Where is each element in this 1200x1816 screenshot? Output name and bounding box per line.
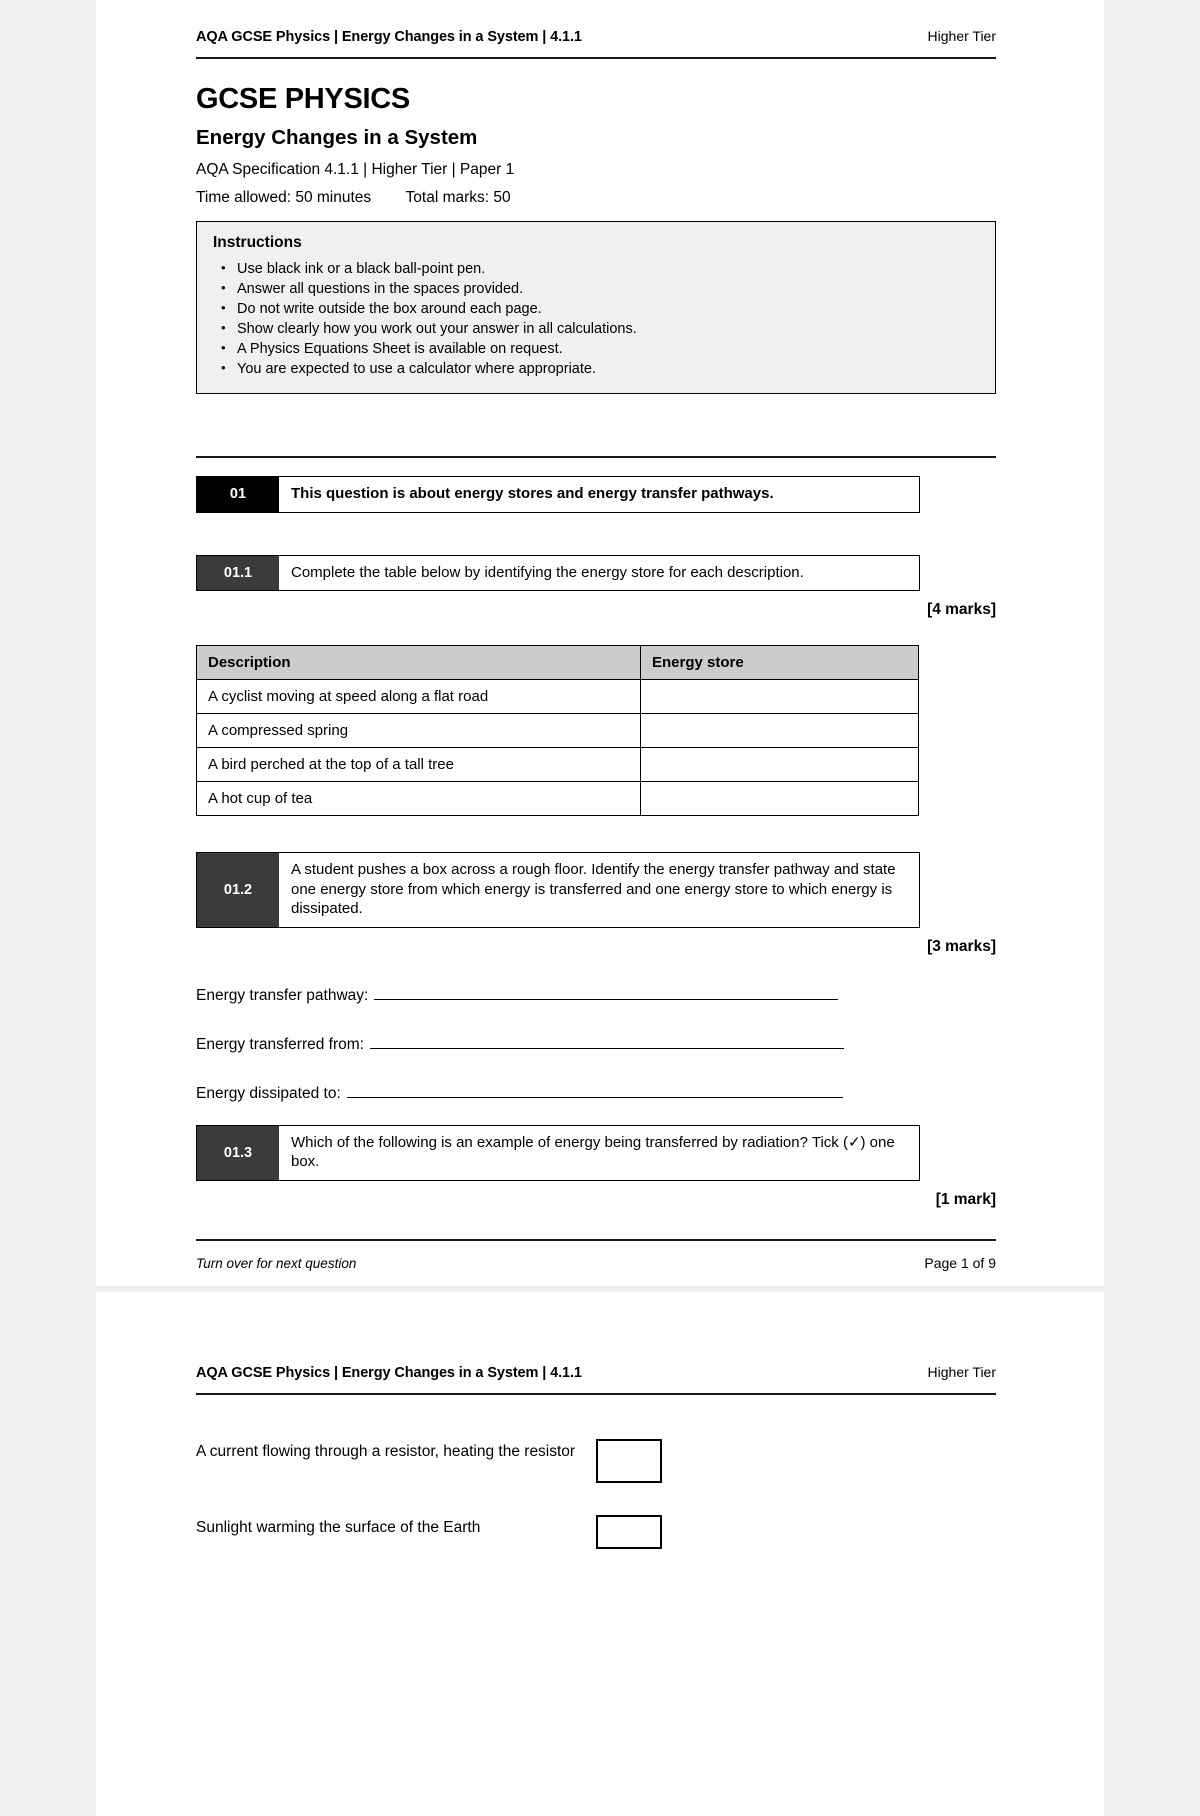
question-01-1-text: Complete the table below by identifying the energy store for each description. — [291, 563, 804, 581]
table-cell-description: A hot cup of tea — [197, 782, 641, 816]
running-header-tier: Higher Tier — [927, 28, 996, 44]
question-01-2-number: 01.2 — [197, 853, 279, 927]
table-row — [197, 680, 919, 714]
time-allowed: Time allowed: 50 minutes — [196, 189, 372, 206]
page-title: GCSE PHYSICS — [196, 83, 410, 115]
answer-label: Energy dissipated to: — [196, 1084, 341, 1102]
time-and-marks-line — [196, 189, 996, 207]
question-01-1-number: 01.1 — [197, 556, 279, 591]
running-header-tier: Higher Tier — [927, 1364, 996, 1380]
footer-note: Turn over for next question — [196, 1255, 357, 1271]
question-01-2-bar — [196, 852, 920, 928]
table-cell-answer[interactable] — [641, 782, 919, 816]
table-cell-answer[interactable] — [641, 680, 919, 714]
table-cell-description: A cyclist moving at speed along a flat road — [197, 680, 641, 714]
header-divider — [196, 57, 996, 59]
instruction-item: • Do not write outside the box around each page. — [213, 299, 979, 319]
answer-row-pathway — [196, 984, 996, 1005]
section-divider — [196, 456, 996, 458]
page-subtitle: Energy Changes in a System — [196, 126, 478, 149]
total-marks: Total marks: 50 — [405, 189, 511, 206]
running-header-title: AQA GCSE Physics | Energy Changes in a System | 4.1.1 — [196, 29, 582, 45]
running-header-title: AQA GCSE Physics | Energy Changes in a System | 4.1.1 — [196, 1365, 582, 1381]
instructions-list — [213, 259, 979, 379]
question-01-2-text: A student pushes a box across a rough floor. Identify the energy transfer pathway and state one energy store from which energy is transferred and one energy store to which energy is dissipated. — [291, 861, 896, 917]
running-header-page-2 — [196, 1292, 996, 1381]
answer-input-line[interactable] — [347, 1082, 843, 1098]
tick-box-option-list — [196, 1439, 996, 1549]
table-header-description: Description — [197, 646, 641, 680]
exam-page-2 — [96, 1292, 1104, 1816]
tick-checkbox[interactable] — [596, 1515, 662, 1549]
question-01-stem: This question is about energy stores and energy transfer pathways. — [291, 485, 774, 502]
tick-checkbox[interactable] — [596, 1439, 662, 1483]
table-header-row — [197, 646, 919, 680]
footer-page-number: Page 1 of 9 — [924, 1254, 996, 1271]
table-cell-description: A bird perched at the top of a tall tree — [197, 748, 641, 782]
instruction-item: • Show clearly how you work out your answer in all calculations. — [213, 319, 979, 339]
page-footer — [196, 1255, 996, 1281]
table-header-energy-store: Energy store — [641, 646, 919, 680]
instructions-box — [196, 221, 996, 394]
answer-label: Energy transferred from: — [196, 1035, 364, 1053]
question-01-1-marks: [4 marks] — [927, 601, 996, 618]
specification-line: AQA Specification 4.1.1 | Higher Tier | Paper 1 — [196, 161, 515, 178]
answer-input-line[interactable] — [374, 984, 838, 1000]
question-01-3-bar — [196, 1125, 920, 1181]
instruction-item: • A Physics Equations Sheet is available on request. — [213, 339, 979, 359]
question-01-1-bar — [196, 555, 920, 592]
table-row — [197, 714, 919, 748]
answer-label: Energy transfer pathway: — [196, 986, 369, 1004]
header-divider — [196, 1393, 996, 1395]
table-cell-answer[interactable] — [641, 714, 919, 748]
instruction-item: • Answer all questions in the spaces provided. — [213, 279, 979, 299]
table-cell-description: A compressed spring — [197, 714, 641, 748]
table-row — [197, 782, 919, 816]
answer-row-transferred-from — [196, 1033, 996, 1054]
instruction-item: • Use black ink or a black ball-point pen. — [213, 259, 979, 279]
vertical-spacer — [196, 394, 996, 456]
option-label: Sunlight warming the surface of the Earth — [196, 1519, 481, 1536]
question-01-3-text: Which of the following is an example of energy being transferred by radiation? Tick (✓) one box. — [291, 1133, 895, 1170]
question-01-3-number: 01.3 — [197, 1126, 279, 1180]
question-01-bar — [196, 476, 920, 513]
question-01-2-marks: [3 marks] — [927, 937, 996, 955]
running-header — [196, 14, 996, 45]
question-01-3-marks: [1 mark] — [935, 1190, 996, 1208]
option-label: A current flowing through a resistor, heating the resistor — [196, 1443, 576, 1460]
footer-divider — [196, 1239, 996, 1241]
question-01-number: 01 — [197, 477, 279, 512]
answer-row-dissipated-to — [196, 1082, 996, 1103]
energy-store-table — [196, 645, 919, 816]
table-row — [197, 748, 919, 782]
tick-box-option[interactable] — [196, 1515, 996, 1549]
instruction-item: • You are expected to use a calculator where appropriate. — [213, 359, 979, 379]
exam-page-1 — [96, 0, 1104, 1286]
instructions-heading: Instructions — [213, 234, 302, 251]
answer-input-line[interactable] — [370, 1033, 844, 1049]
table-cell-answer[interactable] — [641, 748, 919, 782]
tick-box-option[interactable] — [196, 1439, 996, 1483]
